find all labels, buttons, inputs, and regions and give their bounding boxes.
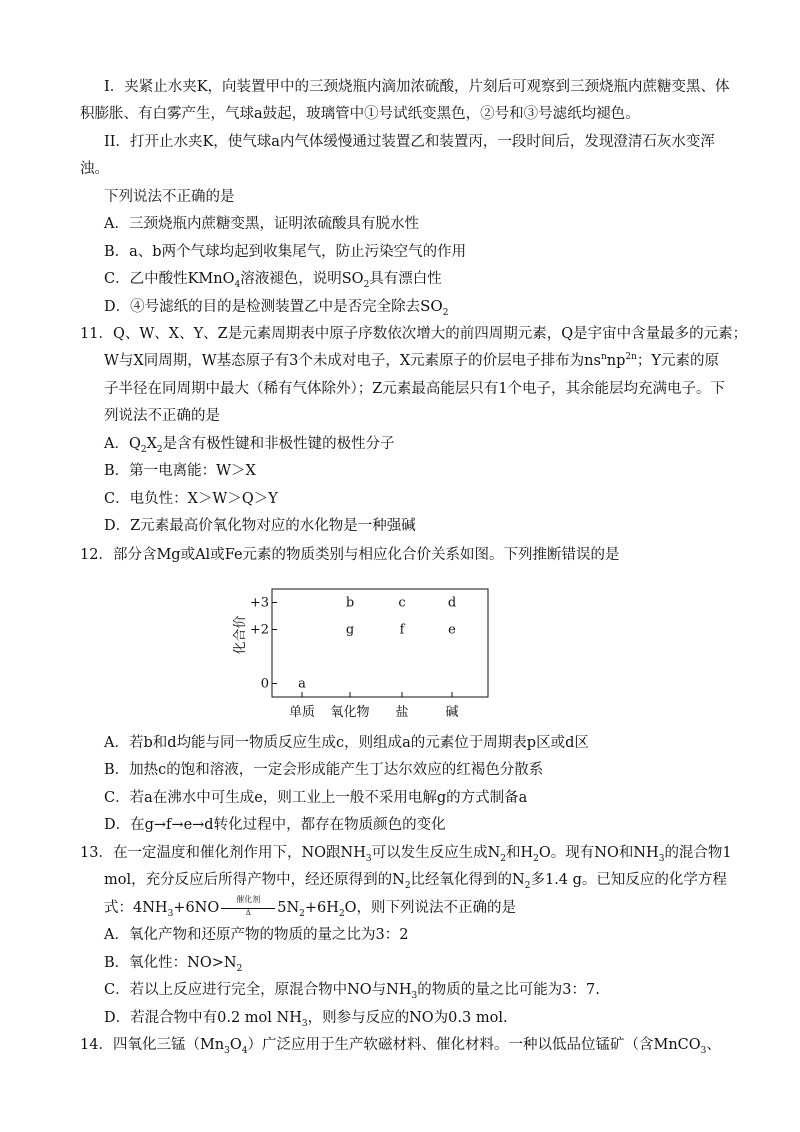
q13-line3-equation: 式：$4NH_3+6NO$ $\frac{\text{催化剂}}{\Delta}$ $5N_2+6H_2O$，则下列说法不正确的是 [104,895,517,919]
point-label-d: d [447,595,457,611]
q11-option-c: C．电负性：X＞W＞Q＞Y [104,491,278,507]
step1-line1: I．夹紧止水夹K，向装置甲中的三颈烧瓶内滴加浓硫酸，片刻后可观察到三颈烧瓶内蔗糖变黑、体 [104,79,730,95]
y-tick-label: +3 [249,595,269,611]
q13-option-b: B．氧化性：$NO>N_2$ [104,955,243,974]
q10-option-a: A．三颈烧瓶内蔗糖变黑，证明浓硫酸具有脱水性 [104,216,419,232]
point-label-a: a [298,676,306,692]
valence-chart [230,583,492,721]
q14-line1: 14．四氧化三锰$(Mn_3O_4)$广泛应用于生产软磁材料、催化材料。一种以低品位锰矿（含MnCO$_3$、 [80,1037,721,1056]
q11-line1: 11．Q、W、X、Y、Z是元素周期表中原子序数依次增大的前四周期元素，Q是宇宙中含量最多的元素； [80,326,748,342]
q10-option-b: B．a、b两个气球均起到收集尾气，防止污染空气的作用 [104,244,467,260]
point-label-g: g [345,622,355,638]
valence-chart-svg [230,583,492,721]
step2-line1: II．打开止水夹K，使气球a内气体缓慢通过装置乙和装置丙，一段时间后，发现澄清石灰水变浑 [104,134,715,150]
q12-option-b: B．加热c的饱和溶液，一定会形成能产生丁达尔效应的红褐色分散系 [104,762,544,778]
q13-option-c: C．若以上反应进行完全，原混合物中NO与$NH_3$的物质的量之比可能为3：7. [104,982,600,1001]
q12-option-d: D．在g→f→e→d转化过程中，都存在物质颜色的变化 [104,817,446,833]
q13-option-a: A．氧化产物和还原产物的物质的量之比为3：2 [104,927,409,943]
q11-option-b: B．第一电离能：W＞X [104,463,256,479]
step2-line2: 浊。 [80,161,109,177]
q10-option-d: D．④号滤纸的目的是检测装置乙中是否完全除去$SO_2$ [104,297,449,318]
step1-line2: 积膨胀、有白雾产生，气球a鼓起，玻璃管中①号试纸变黑色，②号和③号滤纸均褪色。 [80,106,640,122]
question-10-prompt: 下列说法不正确的是 [104,189,235,205]
q13-line2: mol，充分反应后所得产物中，经还原得到的$N_2$比经氧化得到的$N_2$多1.4 g。已知反应的化学方程 [104,872,727,891]
point-label-c: c [398,595,406,611]
y-axis-label: 化合价 [233,615,248,655]
q13-line1: 13．在一定温度和催化剂作用下，NO跟$NH_3$可以发生反应生成$N_2$和$H_2O$。现有NO和$NH_3$的混合物1 [80,845,732,864]
q10-option-c: C．乙中酸性KMnO$_4$溶液褪色，说明$SO_2$具有漂白性 [104,271,442,290]
q12-option-c: C．若a在沸水中可生成e，则工业上一般不采用电解g的方式制备a [104,790,528,806]
point-label-b: b [345,595,355,611]
q11-option-d: D．Z元素最高价氧化物对应的水化物是一种强碱 [104,518,416,534]
q11-line4: 列说法不正确的是 [104,408,220,424]
x-tick-label: 盐 [395,705,409,720]
q11-option-a: A．$Q_2X_2$是含有极性键和非极性键的极性分子 [104,436,395,455]
point-label-e: e [448,622,456,638]
point-label-f: f [399,622,405,638]
y-tick-label: 0 [260,676,269,692]
q13-option-d: D．若混合物中有0.2 mol $NH_3$，则参与反应的NO为0.3 mol. [104,1010,508,1029]
x-tick-label: 单质 [288,705,316,720]
x-tick-label: 碱 [445,705,459,720]
q11-line2: W与X同周期，W基态原子有3个未成对电子，X元素原子的价层电子排布为$ns^nnp^{2n}$；Y元素的原 [104,352,719,369]
x-tick-label: 氧化物 [330,705,370,720]
y-tick-label: +2 [249,622,269,638]
q11-line3: 子半径在同周期中最大（稀有气体除外）；Z元素最高能层只有1个电子，其余能层均充满电子。下 [104,381,726,397]
q12-line1: 12．部分含Mg或Al或Fe元素的物质类别与相应化合价关系如图。下列推断错误的是 [80,547,620,563]
reaction-condition: $\frac{\text{催化剂}}{\Delta}$ [219,898,277,918]
q12-option-a: A．若b和d均能与同一物质反应生成c，则组成a的元素位于周期表p区或d区 [104,735,589,751]
